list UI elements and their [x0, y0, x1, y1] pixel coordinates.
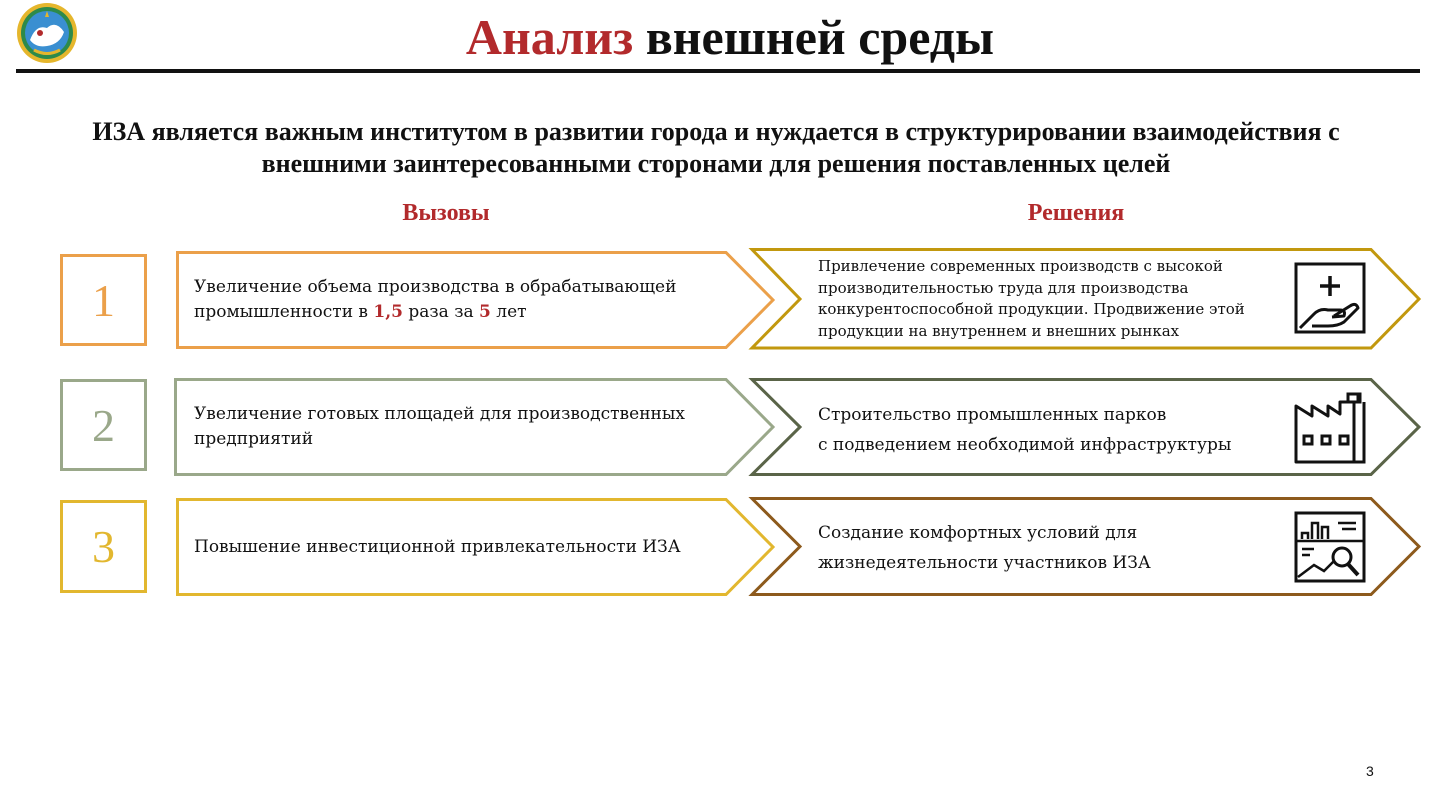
- hand-plus-icon: [1294, 262, 1366, 334]
- solution-2-line-1: Строительство промышленных парков: [818, 405, 1167, 425]
- page-title-rest: внешней среды: [645, 9, 995, 65]
- row-number-box-3: [60, 500, 147, 593]
- challenge-value-years: 5: [479, 302, 491, 322]
- challenge-text-1: Увеличение объема производства в обрабатывающей промышленности в 1,5 раза за 5 лет: [194, 277, 677, 322]
- challenge-text-2: Увеличение готовых площадей для производственных предприятий: [194, 404, 685, 449]
- subtitle: ИЗА является важным институтом в развитии города и нуждается в структурировании взаимодействия с внешними заинтересованными сторонами для решения поставленных целей: [92, 117, 1340, 178]
- row-number-box-1: [60, 254, 147, 346]
- solution-text-3: [818, 518, 1278, 578]
- title-divider: [16, 69, 1420, 73]
- page-number: 3: [1366, 763, 1374, 779]
- row-number-2: 2: [92, 399, 115, 451]
- solution-text-2: [818, 400, 1278, 460]
- solution-3-line-2: жизнедеятельности участников ИЗА: [818, 553, 1151, 573]
- solution-3-line-1: Создание комфортных условий для: [818, 523, 1138, 543]
- row-number-1: 1: [92, 274, 115, 326]
- solution-text-1: Привлечение современных производств с высокой производительностью труда для производства конкурентоспособной продукции. Продвижение этой продукции на внутреннем и внешних рынках: [818, 257, 1245, 340]
- page-title: [0, 6, 1430, 68]
- challenges-heading: Вызовы: [402, 200, 490, 226]
- solutions-heading: Решения: [1027, 200, 1125, 226]
- challenge-text-3: Повышение инвестиционной привлекательности ИЗА: [194, 536, 681, 557]
- challenge-value-multiplier: 1,5: [373, 302, 403, 322]
- row-number-3: 3: [92, 521, 115, 572]
- row-number-box-2: [60, 379, 147, 471]
- analytics-icon: [1294, 511, 1366, 583]
- page-title-accent: Анализ: [465, 9, 634, 65]
- factory-icon: [1294, 392, 1366, 464]
- solution-2-line-2: с подведением необходимой инфраструктуры: [818, 435, 1232, 455]
